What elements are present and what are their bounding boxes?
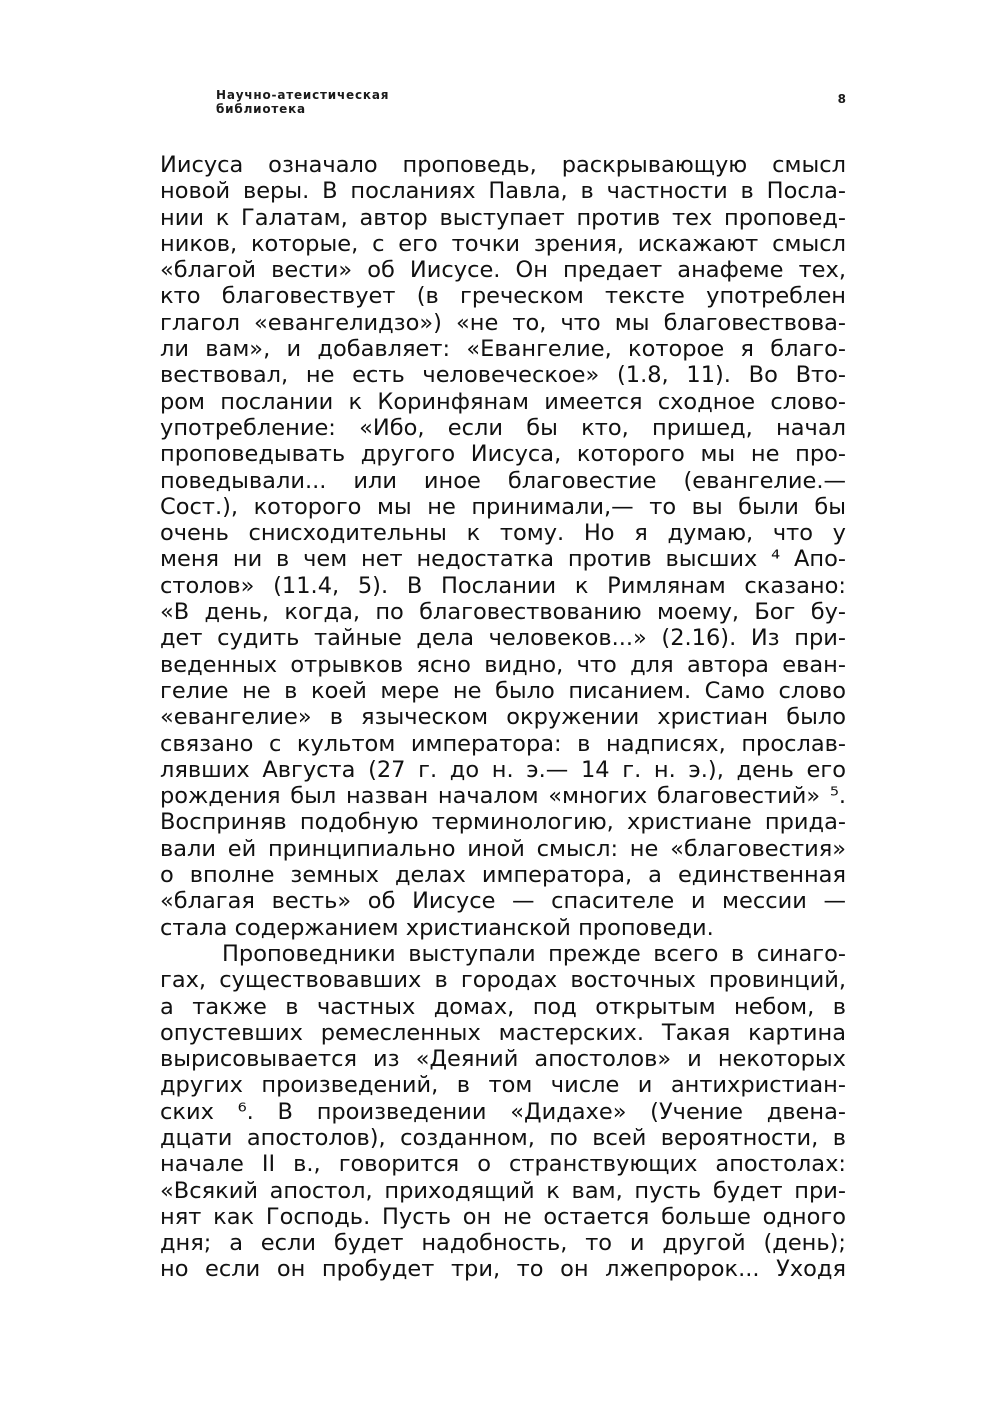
text-line: о вполне земных делах императора, а единственная [160,862,846,889]
text-line: лявших Августа (27 г. до н. э.— 14 г. н. э.), день его [160,756,846,783]
text-line: глагол «евангелидзо») «не то, что мы благовествова- [160,309,846,336]
text-line: ских ⁶. В произведении «Дидахе» (Учение двена- [160,1098,846,1125]
text-line: ников, которые, с его точки зрения, искажают смысл [160,230,846,257]
text-line: меня ни в чем нет недостатка против высших ⁴ Апо- [160,546,846,573]
paragraph [160,152,846,941]
text-line: кто благовествует (в греческом тексте употреблен [160,283,846,310]
text-line: связано с культом императора: в надписях, прослав- [160,730,846,757]
text-line: дня; а если будет надобность, то и другой (день); [160,1230,846,1257]
text-line: нят как Господь. Пусть он не остается больше одного [160,1203,846,1230]
page-header [216,88,846,128]
text-line: ли вам», и добавляет: «Евангелие, которое я благо- [160,336,846,363]
text-line: Восприняв подобную терминологию, христиане прида- [160,809,846,836]
text-line: но если он пробудет три, то он лжепророк... Уходя [160,1256,846,1283]
text-line: гелие не в коей мере не было писанием. Само слово [160,677,846,704]
text-line: нии к Галатам, автор выступает против тех проповед- [160,204,846,231]
text-line: «В день, когда, по благовествованию моему, Бог бу- [160,599,846,626]
text-line: «евангелие» в языческом окружении христиан было [160,704,846,731]
text-line: вествовал, не есть человеческое» (1.8, 11). Во Вто- [160,362,846,389]
library-name-line-1: Научно-атеистическая [216,88,390,102]
paragraph [160,941,846,1283]
text-line: столов» (11.4, 5). В Послании к Римлянам сказано: [160,572,846,599]
text-line: проповедывать другого Иисуса, которого мы не про- [160,441,846,468]
text-line: Проповедники выступали прежде всего в синаго- [222,940,846,967]
text-line: ром послании к Коринфянам имеется сходное слово- [160,388,846,415]
text-line: опустевших ремесленных мастерских. Такая картина [160,1019,846,1046]
text-line: Сост.), которого мы не принимали,— то вы были бы [160,493,846,520]
text-line: поведывали... или иное благовестие (евангелие.— [160,467,846,494]
body-text [160,152,846,1283]
text-line: рождения был назван началом «многих благовестий» ⁵. [160,783,846,810]
text-line: стала содержанием христианской проповеди. [160,914,714,941]
page-number: 8 [837,92,846,106]
text-line: начале II в., говорится о странствующих апостолах: [160,1151,846,1178]
text-line: веденных отрывков ясно видно, что для автора еван- [160,651,846,678]
library-stamp [216,88,389,116]
text-line: вали ей принципиально иной смысл: не «благовестия» [160,835,846,862]
text-line: а также в частных домах, под открытым небом, в [160,993,846,1020]
text-line: «Всякий апостол, приходящий к вам, пусть будет при- [160,1177,846,1204]
text-line: дет судить тайные дела человеков...» (2.16). Из при- [160,625,846,652]
text-line: других произведений, в том числе и антихристиан- [160,1072,846,1099]
text-line: «благая весть» об Иисусе — спасителе и мессии — [160,888,846,915]
text-line: «благой вести» об Иисусе. Он предает анафеме тех, [160,257,846,284]
text-line: гах, существовавших в городах восточных провинций, [160,967,846,994]
text-line: Иисуса означало проповедь, раскрывающую смысл [160,152,846,178]
text-line: вырисовывается из «Деяний апостолов» и некоторых [160,1046,846,1073]
library-name-line-2: библиотека [216,102,306,116]
text-line: новой веры. В посланиях Павла, в частности в Посла- [160,178,846,205]
text-line: дцати апостолов), созданном, по всей вероятности, в [160,1124,846,1151]
text-line: очень снисходительны к тому. Но я думаю, что у [160,520,846,547]
text-line: употребление: «Ибо, если бы кто, пришед, начал [160,414,846,441]
